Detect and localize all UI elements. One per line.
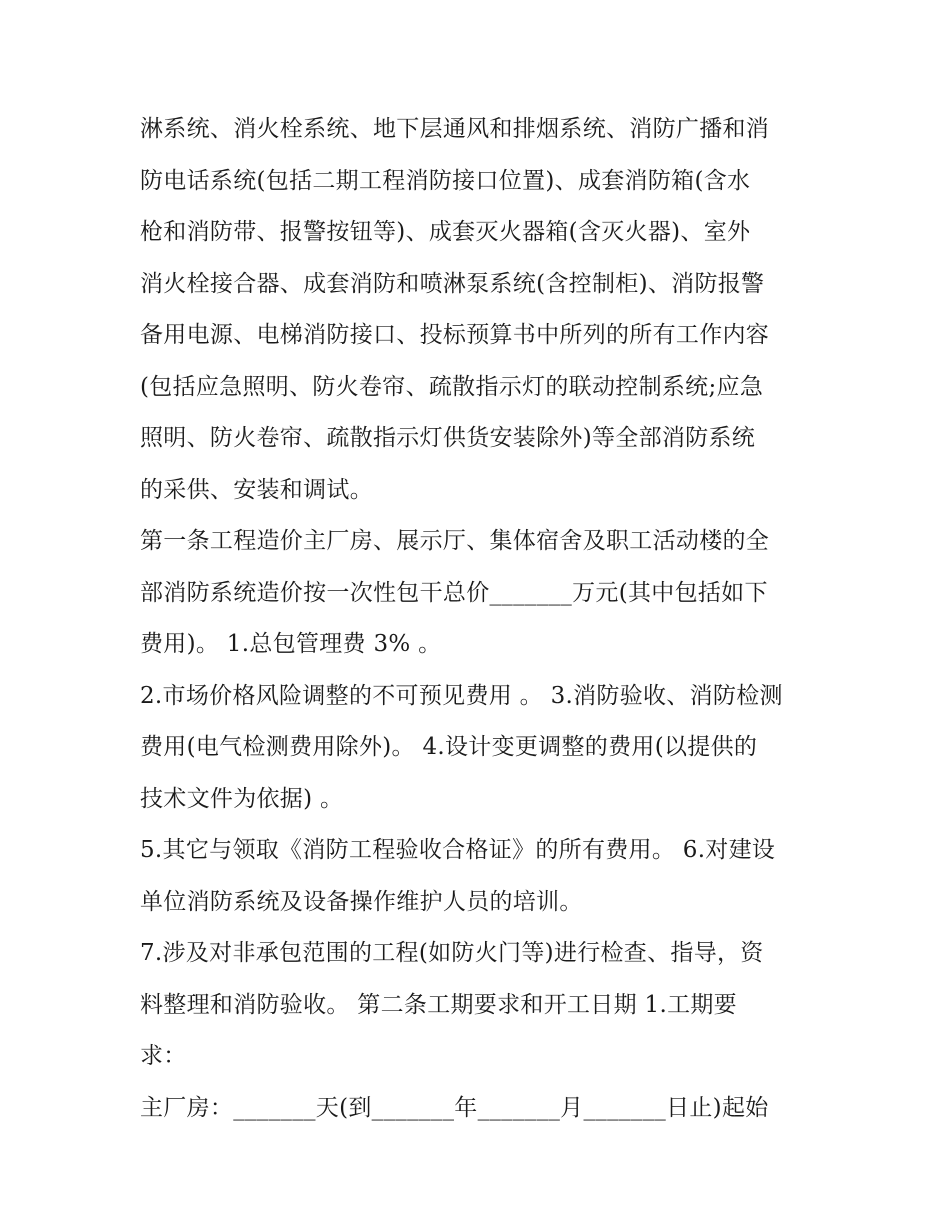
text-line: 主厂房：_______天(到_______年_______月_______日止)起始 <box>140 1094 769 1121</box>
text-line: 5.其它与领取《消防工程验收合格证》的所有费用。 6.对建设 <box>140 837 776 863</box>
text-line: 料整理和消防验收。 第二条工期要求和开工日期 1.工期要 <box>140 991 737 1018</box>
text-line: 备用电源、电梯消防接口、投标预算书中所列的所有工作内容 <box>140 322 770 348</box>
text-line: 7.涉及对非承包范围的工程(如防火门等)进行检查、指导，资 <box>140 940 764 966</box>
text-line: 淋系统、消火栓系统、地下层通风和排烟系统、消防广播和消 <box>140 116 770 142</box>
text-line: 2.市场价格风险调整的不可预见费用 。 3.消防验收、消防检测 <box>140 682 783 709</box>
text-line: 费用(电气检测费用除外)。 4.设计变更调整的费用(以提供的 <box>140 734 758 760</box>
text-line: 的采供、安装和调试。 <box>140 476 373 503</box>
text-line: 费用)。 1.总包管理费 3% 。 <box>140 631 442 657</box>
text-line: 第一条工程造价主厂房、展示厅、集体宿舍及职工活动楼的全 <box>140 528 770 554</box>
document-body <box>140 104 820 1134</box>
text-line: 枪和消防带、报警按钮等)、成套灭火器箱(含灭火器)、室外 <box>140 219 751 245</box>
text-line: 消火栓接合器、成套消防和喷淋泵系统(含控制柜)、消防报警 <box>140 270 765 297</box>
text-line: 照明、防火卷帘、疏散指示灯供货安装除外)等全部消防系统 <box>140 425 756 451</box>
text-line: 部消防系统造价按一次性包干总价_______万元(其中包括如下 <box>140 579 768 606</box>
text-line: 求： <box>140 1043 187 1069</box>
text-line: 单位消防系统及设备操作维护人员的培训。 <box>140 888 583 915</box>
text-line: (包括应急照明、防火卷帘、疏散指示灯的联动控制系统;应急 <box>140 373 764 400</box>
text-line: 技术文件为依据) 。 <box>140 785 344 812</box>
text-line: 防电话系统(包括二期工程消防接口位置)、成套消防箱(含水 <box>140 167 751 194</box>
